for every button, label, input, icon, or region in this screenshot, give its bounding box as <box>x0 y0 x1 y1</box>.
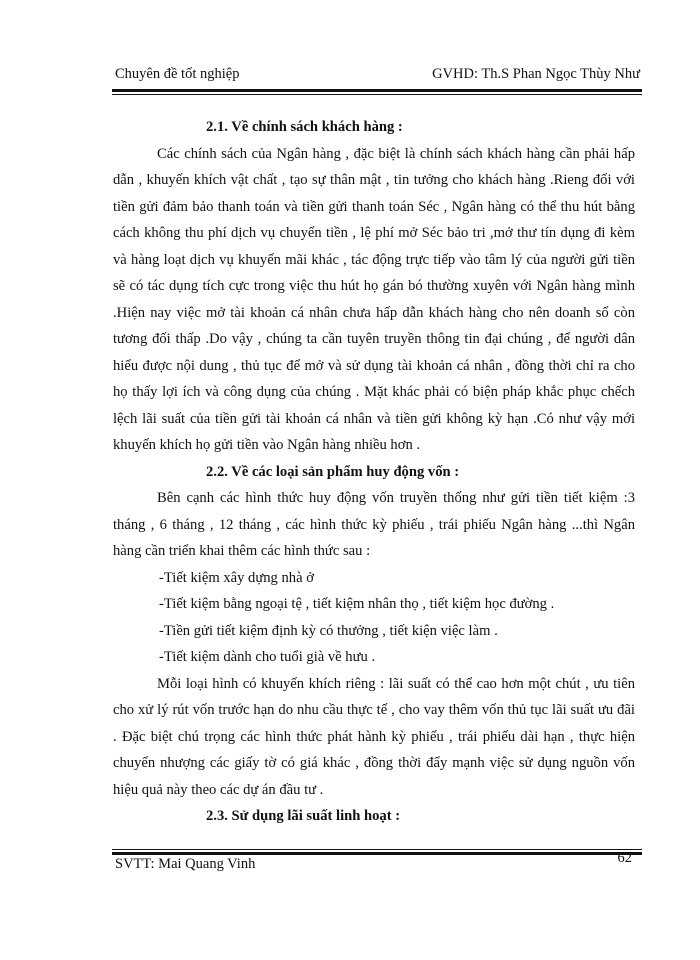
paragraph: Bên cạnh các hình thức huy động vốn truyền thống như gửi tiền tiết kiệm :3 tháng , 6 tháng , 12 tháng , các hình thức kỳ phiếu , trái phiếu Ngân hàng ...thì Ngân hàng cần triển khai thêm các hình thức sau : <box>113 490 635 559</box>
header-rule-thick <box>112 89 642 92</box>
section-heading: 2.2. Về các loại sản phẩm huy động vốn : <box>206 463 460 480</box>
header-rule-thin <box>112 94 642 95</box>
list-item: -Tiền gửi tiết kiệm định kỳ có thưởng , tiết kiện việc làm . <box>159 622 498 639</box>
section-heading: 2.3. Sử dụng lãi suất linh hoạt : <box>206 808 401 824</box>
footer-rule-thin <box>112 849 642 850</box>
page-header <box>115 66 640 88</box>
paragraph: Mỗi loại hình có khuyến khích riêng : lãi suất có thể cao hơn một chút , ưu tiên cho xử lý rút vốn trước hạn do nhu cầu thực tế , cho vay thêm vốn thủ tục lãi suất ưu đãi . Đặc biệt chú trọng các hình thức phát hành kỳ phiếu , trái phiếu dài hạn , thực hiện chuyển nhượng các giấy tờ có giá khác , đồng thời đẩy mạnh việc sử dụng nguồn vốn hiệu quả này theo các dự án đầu tư . <box>113 675 635 798</box>
header-left: Chuyên đề tốt nghiệp <box>115 66 240 82</box>
header-right: GVHD: Th.S Phan Ngọc Thùy Như <box>432 66 640 82</box>
list-item: -Tiết kiệm dành cho tuổi già về hưu . <box>159 649 376 665</box>
page-body <box>113 114 635 830</box>
footer-left: SVTT: Mai Quang Vinh <box>115 856 256 872</box>
page-number: 62 <box>617 850 632 866</box>
list-item: -Tiết kiệm xây dựng nhà ở <box>159 569 314 586</box>
page-footer <box>115 852 640 874</box>
paragraph: Các chính sách của Ngân hàng , đặc biệt là chính sách khách hàng cần phải hấp dẫn , khuyến khích vật chất , tạo sự thân mật , tin tưởng cho khách hàng .Rieng đối với tiền gửi đảm bảo thanh toán và tiền gửi thanh toán Séc , Ngân hàng có thể thu hút bằng cách không thu phí dịch vụ chuyển tiền , lệ phí mở Séc bảo tri ,mở thư tín dụng đi kèm và hàng loạt dịch vụ khuyến mãi khác , tác động trực tiếp vào tâm lý của người gửi tiền sẽ có tác dụng tích cực trong việc thu hút họ gán bó thường xuyên với Ngân hàng mình .Hiện nay việc mở tài khoản cá nhân chưa hấp dẫn khách hàng cho nên doanh số còn tương đối thấp .Do vậy , chúng ta cần tuyên truyền thông tin đại chúng , để người dân hiểu được nội dung , thủ tục để mở và sử dụng tài khoản cá nhân , đồng thời chỉ ra cho họ thấy lợi ích và công dụng của chúng . Mặt khác phải có biện pháp khắc phục chếch lệch lãi suất của tiền gửi tài khoản cá nhân và tiền gửi không kỳ hạn .Có như vậy mới khuyến khích họ gửi tiền vào Ngân hàng nhiều hơn . <box>113 145 635 453</box>
list-item: -Tiết kiệm bằng ngoại tệ , tiết kiệm nhân thọ , tiết kiệm học đường . <box>159 596 555 612</box>
section-heading: 2.1. Về chính sách khách hàng : <box>206 119 403 135</box>
